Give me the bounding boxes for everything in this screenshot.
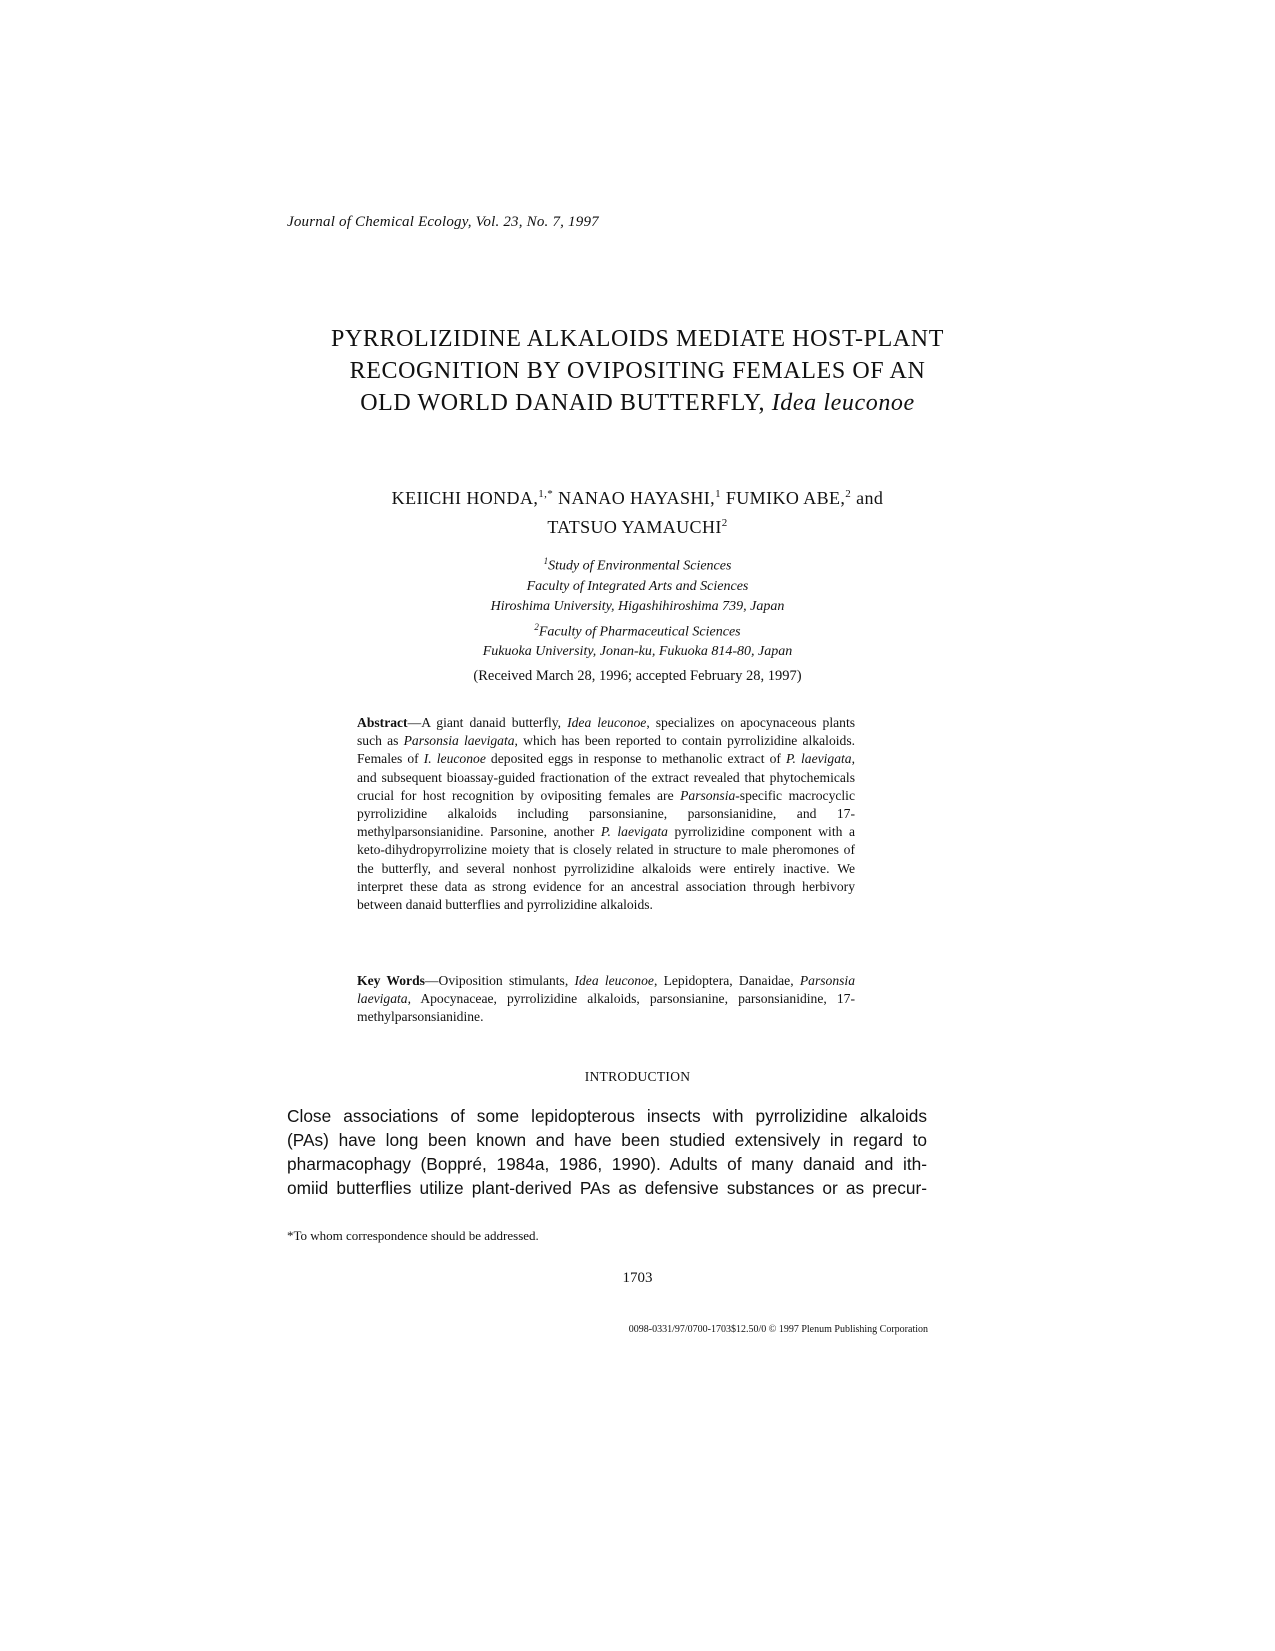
- abstract-species: I. leuconoe: [423, 751, 486, 767]
- affiliation-line-4: [240, 617, 1035, 643]
- author-yamauchi-sup: 2: [721, 517, 728, 529]
- author-hayashi: NANAO HAYASHI,: [558, 488, 716, 508]
- key-words-species: Parsonsia laevigata: [357, 973, 855, 1007]
- author-honda: KEIICHI HONDA,: [391, 488, 539, 508]
- page-number: 1703: [622, 1270, 653, 1286]
- body-line: pharmacophagy (Boppré, 1984a, 1986, 1990). Adults of many danaid and ith-: [287, 1154, 927, 1174]
- key-words-text: —Oviposition stimulants,: [424, 973, 575, 988]
- title-line-2: RECOGNITION BY OVIPOSITING FEMALES OF AN: [349, 358, 926, 384]
- introduction-body: [287, 1104, 927, 1200]
- title-line-3-prefix: OLD WORLD DANAID BUTTERFLY,: [360, 390, 766, 416]
- body-line: omiid butterflies utilize plant-derived PAs as defensive substances or as precur-: [287, 1178, 927, 1198]
- key-words: [357, 972, 855, 1027]
- title-line-1: PYRROLIZIDINE ALKALOIDS MEDIATE HOST-PLANT: [331, 326, 944, 352]
- affiliation-line-1: [240, 551, 1035, 577]
- abstract-text: —A giant danaid butterfly,: [407, 715, 568, 730]
- title-species: Idea leuconoe: [771, 390, 915, 416]
- journal-citation: Journal of Chemical Ecology, Vol. 23, No. 7, 1997: [287, 214, 599, 230]
- author-abe-sup: 2: [845, 488, 852, 500]
- title-line-3: [240, 387, 1035, 419]
- affiliation-1-sup: 1: [543, 556, 549, 566]
- key-words-text: , Lepidoptera, Danaidae,: [653, 973, 800, 988]
- abstract: [357, 714, 855, 914]
- key-words-label: Key Words: [357, 973, 425, 988]
- affiliation-2-sup: 2: [534, 621, 539, 632]
- body-line: Close associations of some lepidopterous insects with pyrrolizidine alkaloids: [287, 1106, 927, 1126]
- author-hayashi-sup: 1: [715, 488, 721, 500]
- author-conjunction: and: [856, 488, 884, 508]
- abstract-text: , specializes on apocynaceous plants such as: [357, 715, 856, 749]
- abstract-text: -specific macrocyclic pyrrolizidine alkaloids including parsonsianine, parsonsianidine, and 17-methylparsonsianidine. Parsonine, another: [357, 787, 855, 840]
- abstract-species: P. laevigata: [600, 824, 668, 840]
- author-abe: FUMIKO ABE,: [725, 488, 846, 508]
- affiliations: [240, 551, 1035, 662]
- affiliation-1-dept: Study of Environmental Sciences: [548, 558, 732, 574]
- section-heading-introduction: INTRODUCTION: [584, 1069, 691, 1084]
- abstract-species: Parsonsia: [680, 787, 736, 803]
- abstract-species: Parsonsia laevigata: [403, 733, 515, 749]
- correspondence-footnote: *To whom correspondence should be addressed.: [287, 1228, 539, 1243]
- abstract-species: P. laevigata: [785, 751, 852, 767]
- author-list: [240, 482, 1035, 540]
- abstract-label: Abstract: [357, 715, 408, 730]
- key-words-species: Idea leuconoe: [574, 973, 654, 988]
- received-dates: (Received March 28, 1996; accepted February 28, 1997): [473, 668, 802, 684]
- author-honda-sup: 1,*: [538, 488, 554, 500]
- body-line: (PAs) have long been known and have been studied extensively in regard to: [287, 1130, 927, 1150]
- affiliation-2-dept: Faculty of Pharmaceutical Sciences: [538, 624, 741, 640]
- author-line-1: [240, 482, 1035, 511]
- article-title: [240, 323, 1035, 419]
- author-line-2: [240, 511, 1035, 540]
- affiliation-line-3: Hiroshima University, Higashihiroshima 739, Japan: [490, 598, 785, 614]
- abstract-text: , and subsequent bioassay-guided fractionation of the extract revealed that phytochemicals crucial for host recognition by ovipositing females are: [357, 751, 856, 803]
- copyright-line: 0098-0331/97/0700-1703$12.50/0 © 1997 Plenum Publishing Corporation: [628, 1324, 928, 1335]
- author-yamauchi: TATSUO YAMAUCHI: [547, 517, 722, 537]
- affiliation-line-2: Faculty of Integrated Arts and Sciences: [526, 578, 749, 594]
- affiliation-line-5: Fukuoka University, Jonan-ku, Fukuoka 814-80, Japan: [482, 644, 793, 660]
- abstract-species: Idea leuconoe: [567, 715, 647, 730]
- abstract-text: pyrrolizidine component with a keto-dihydropyrrolizine moiety that is closely related in structure to male pheromones of the butterfly, and several nonhost pyrrolizidine alkaloids were entirely inactive. We interpret these data as strong evidence for an ancestral association through herbivory between danaid butterflies and pyrrolizidine alkaloids.: [357, 824, 855, 913]
- abstract-text: , which has been reported to contain pyrrolizidine alkaloids. Females of: [357, 733, 856, 767]
- abstract-text: deposited eggs in response to methanolic extract of: [485, 751, 786, 767]
- key-words-text: , Apocynaceae, pyrrolizidine alkaloids, parsonsianine, parsonsianidine, 17-methylparsonsianidine.: [357, 991, 855, 1025]
